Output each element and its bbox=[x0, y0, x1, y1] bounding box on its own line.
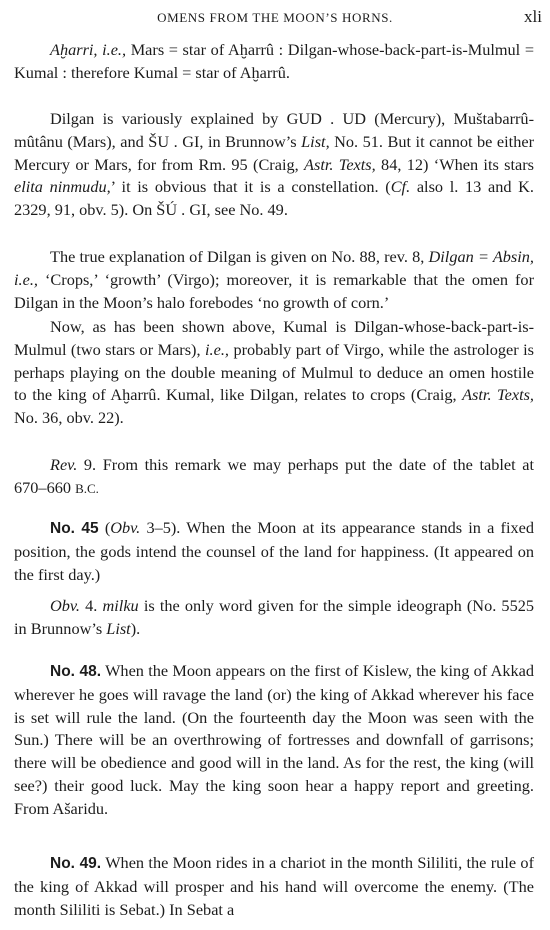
text-run: When the Moon rides in a chariot in the month Sililiti, the rule of the king of Akkad will prosper and his hand will overcome the enemy. (The month Sililiti is Sebat.) In Sebat a bbox=[14, 853, 534, 919]
text-run: also l. 13 and K. 2329, 91, obv. 5). On ŠÚ . GI, see No. 49. bbox=[14, 177, 534, 220]
text-run: Rev. bbox=[50, 455, 78, 474]
text-run: The true explanation of Dilgan is given on No. 88, rev. 8, bbox=[50, 247, 429, 266]
text-run: ‘Crops,’ ‘growth’ (Virgo); moreover, it is remarkable that the omen for Dilgan in the Moon’s halo forebodes ‘no growth of corn.’ bbox=[14, 269, 534, 312]
text-run: milku bbox=[102, 596, 139, 615]
text-run: No. 36, obv. 22). bbox=[14, 408, 124, 428]
entry-number: No. 49. bbox=[50, 855, 102, 872]
text-run: 9. From this remark we may perhaps put the date of the tablet at 670–660 bbox=[14, 455, 534, 497]
text-run: Astr. Texts, bbox=[462, 385, 534, 405]
text-run: 84, 12) ‘When its stars bbox=[375, 154, 534, 174]
text-run: elita ninmudu, bbox=[14, 177, 111, 197]
text-run: 4. bbox=[80, 596, 103, 615]
text-run: B.C. bbox=[75, 480, 99, 496]
text-run: List, bbox=[301, 131, 330, 151]
text-run: Obv. bbox=[50, 596, 80, 615]
entry-no-48 bbox=[14, 660, 534, 821]
paragraph-rev-9 bbox=[14, 454, 534, 501]
text-run: List bbox=[106, 618, 131, 638]
paragraph-aharri bbox=[14, 39, 534, 85]
text-run: is the only word given for the simple ideograph (No. 5525 in Brunnow’s bbox=[14, 596, 534, 638]
paragraph-kumal bbox=[14, 316, 534, 430]
entry-number: No. 48. bbox=[50, 663, 102, 680]
entry-no-45 bbox=[14, 517, 534, 586]
page-header bbox=[0, 6, 550, 28]
text-run: Now, as has been shown above, Kumal is Dilgan-whose-back-part-is-Mulmul (two stars or Mars), bbox=[14, 317, 534, 359]
page-number: xli bbox=[524, 7, 542, 26]
running-head: OMENS FROM THE MOON’S HORNS. bbox=[157, 10, 393, 25]
paragraph-dilgan-explained bbox=[14, 108, 534, 222]
text-run: Dilgan = Absin, i.e., bbox=[14, 247, 534, 289]
text-run: Cf. bbox=[390, 177, 411, 197]
text-run: Astr. Texts, bbox=[304, 154, 376, 174]
text-run: 3–5). When the Moon at its appearance stands in a fixed position, the gods intend the counsel of the land for happiness. (It appeared on the first day.) bbox=[14, 518, 534, 584]
text-run: Mars = star of Aḫarrû : Dilgan-whose-back-part-is-Mulmul = Kumal : therefore Kumal = star of Aḫarrû. bbox=[14, 40, 534, 82]
text-run: When the Moon appears on the first of Kislew, the king of Akkad wherever he goes will ravage the land (or) the king of Akkad wherever his face is set will rule the land. (On the fourteenth day the Moon was seen with the Sun.) There will be an overthrowing of fortresses and downfall of garrisons; there will be obedience and good will in the land. As for the rest, the king (will see?) their good luck. May the king soon hear a happy report and greeting. From Ašaridu. bbox=[14, 661, 534, 818]
text-run: ). bbox=[130, 618, 141, 638]
paragraph-obv-4 bbox=[14, 595, 534, 641]
paragraph-true-explanation bbox=[14, 246, 534, 314]
entry-no-49 bbox=[14, 852, 534, 921]
text-run: ( bbox=[98, 518, 111, 537]
text-run: ’ it is obvious that it is a constellation. ( bbox=[110, 177, 391, 197]
text-run: Obv. bbox=[110, 518, 141, 537]
text-run: Aḫarri, i.e., bbox=[50, 40, 127, 59]
text-run: probably part of Virgo, while the astrologer is perhaps playing on the double meaning of Mulmul to deduce an omen hostile to the king of Aḫarrû. Kumal, like Dilgan, relates to crops (Craig, bbox=[14, 339, 534, 405]
text-run: No. 51. But it cannot be either Mercury or Mars, for from Rm. 95 (Craig, bbox=[14, 131, 534, 174]
text-run: i.e., bbox=[205, 339, 229, 359]
entry-number: No. 45 bbox=[50, 520, 99, 537]
text-run: Dilgan is variously explained by GUD . UD (Mercury), Muštabarrû-mûtânu (Mars), and ŠU . GI, in Brunnow’s bbox=[14, 109, 534, 151]
